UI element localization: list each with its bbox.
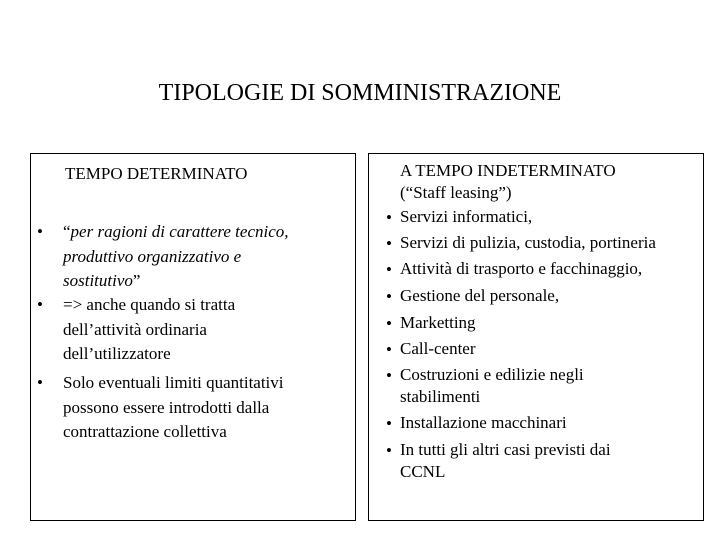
right-item-8 — [400, 412, 567, 434]
left-item-3 — [63, 371, 284, 445]
bullet-icon: • — [386, 208, 392, 227]
right-item-line: Servizi informatici, — [400, 207, 533, 226]
left-item-1 — [63, 220, 289, 294]
bullet-icon: • — [386, 366, 392, 385]
right-item-line: Marketting — [400, 313, 476, 332]
left-item-2-line: dell’attività ordinaria — [63, 319, 207, 339]
right-item-line: Gestione del personale, — [400, 286, 560, 305]
right-item-2 — [400, 232, 656, 254]
right-item-1 — [400, 206, 532, 228]
bullet-icon: • — [37, 295, 43, 314]
bullet-icon: • — [386, 314, 392, 333]
left-item-1-line: produttivo organizzativo e — [63, 246, 242, 266]
right-heading-line: A TEMPO INDETERMINATO — [400, 161, 616, 180]
right-item-line: Installazione macchinari — [400, 413, 567, 432]
right-item-line: CCNL — [400, 462, 446, 481]
slide-title: TIPOLOGIE DI SOMMINISTRAZIONE — [158, 80, 562, 106]
right-item-3 — [400, 258, 642, 280]
left-item-3-line: Solo eventuali limiti quantitativi — [63, 373, 284, 392]
right-item-4 — [400, 285, 559, 307]
bullet-icon: • — [37, 373, 43, 392]
left-item-1-line: per ragioni di carattere tecnico, — [70, 222, 289, 241]
left-item-2-line: dell’utilizzatore — [63, 344, 171, 363]
bullet-icon: • — [386, 414, 392, 433]
quote-open: “ — [63, 222, 71, 241]
right-item-line: Call-center — [400, 339, 476, 358]
right-item-line: stabilimenti — [400, 387, 481, 406]
right-item-7 — [400, 364, 584, 408]
left-heading: TEMPO DETERMINATO — [65, 164, 248, 183]
bullet-icon: • — [386, 441, 392, 460]
right-item-line: Costruzioni e edilizie negli — [400, 365, 584, 384]
left-item-1-line: sostitutivo — [63, 271, 133, 290]
right-item-line: In tutti gli altri casi previsti dai — [400, 440, 611, 459]
bullet-icon: • — [386, 234, 392, 253]
left-item-2 — [63, 293, 235, 367]
right-item-5 — [400, 312, 476, 334]
bullet-icon: • — [386, 260, 392, 279]
right-heading — [400, 160, 616, 204]
left-item-2-line: => anche quando si tratta — [63, 295, 236, 314]
bullet-icon: • — [386, 340, 392, 359]
left-item-3-line: contrattazione collettiva — [63, 422, 227, 441]
right-item-6 — [400, 338, 476, 360]
quote-close: ” — [132, 271, 141, 290]
left-item-3-line: possono essere introdotti dalla — [63, 397, 270, 417]
bullet-icon: • — [37, 222, 43, 241]
right-item-line: Servizi di pulizia, custodia, portineria — [400, 233, 656, 252]
right-item-9 — [400, 439, 611, 483]
right-item-line: Attività di trasporto e facchinaggio, — [400, 259, 643, 278]
right-heading-line: (“Staff leasing”) — [400, 183, 512, 202]
bullet-icon: • — [386, 287, 392, 306]
